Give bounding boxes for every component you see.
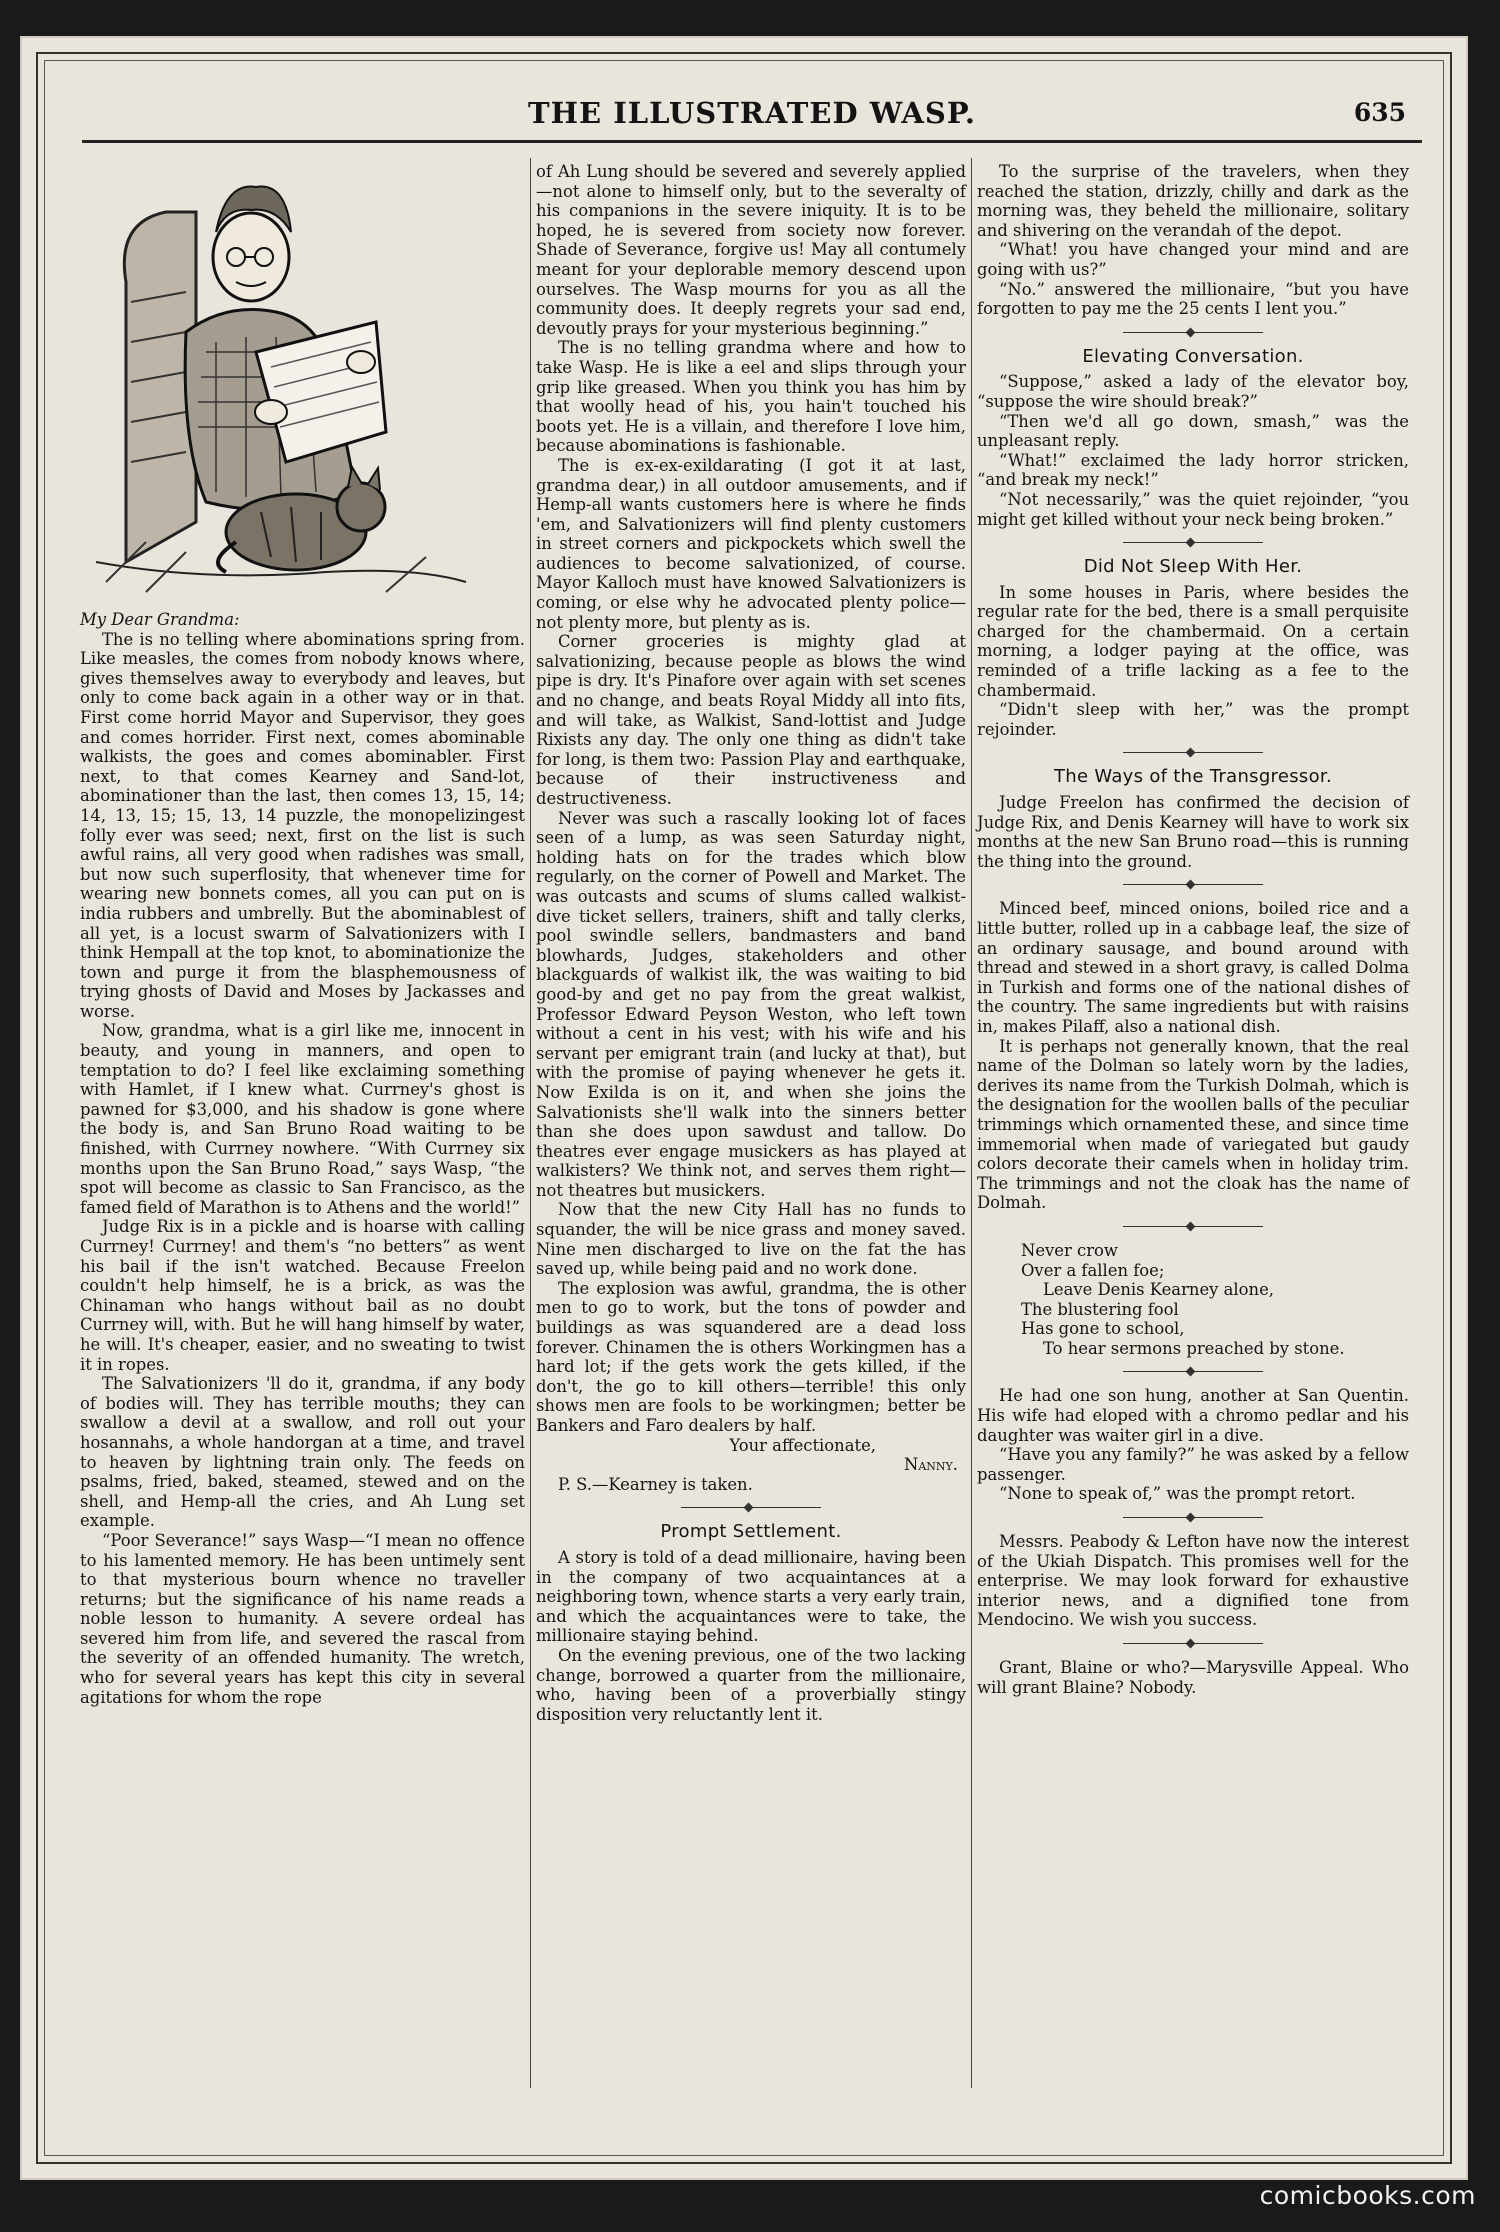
section-separator <box>1123 747 1263 759</box>
poem-line: Leave Denis Kearney alone, <box>1043 1280 1274 1300</box>
letter-paragraph: Judge Rix is in a pickle and is hoarse with calling Currney! Currney! and them's “no betters” as went his bail if the isn't watched. Because Freelon couldn't help himself, he is a brick, as was the Chinaman who hangs without bail as no doubt Currney will, with. But he will hang himself by water, he will. It's cheaper, easier, and no sweating to twist it in ropes. <box>80 1217 525 1374</box>
article-paragraph: To the surprise of the travelers, when they reached the station, drizzly, chilly and dark as the morning was, they beheld the millionaire, solitary and shivering on the verandah of the depot. <box>977 162 1409 240</box>
section-separator <box>1123 879 1263 891</box>
column-rule <box>971 158 972 2088</box>
article-paragraph: It is perhaps not generally known, that the real name of the Dolman so lately worn by the ladies, derives its name from the Turkish Dolmah, which is the designation for the woollen balls of the peculiar trimmings which ornamented these, and since time immemorial when made of variegated but gaudy colors decorate their camels when in holiday trim. The trimmings and not the cloak has the name of Dolmah. <box>977 1036 1409 1213</box>
letter-paragraph: The is no telling grandma where and how to take Wasp. He is like a eel and slips through your grip like greased. When you think you has him by that woolly head of his, you hain't touched his boots yet. He is a villain, and therefore I love him, because abominations is fashionable. <box>536 338 966 456</box>
article-paragraph: He had one son hung, another at San Quentin. His wife had eloped with a chromo pedlar and his daughter was waiter girl in a dive. <box>977 1386 1409 1445</box>
article-title: Did Not Sleep With Her. <box>1083 556 1303 578</box>
article-paragraph: Messrs. Peabody & Lefton have now the interest of the Ukiah Dispatch. This promises well for the enterprise. We may look forward for exhaustive interior news, and a dignified tone from Mendocino. We wish you success. <box>977 1532 1409 1630</box>
letter-paragraph: The is no telling where abominations spring from. Like measles, the comes from nobody knows where, gives themselves away to everybody and leaves, but only to come back again in a other way or in that. First come horrid Mayor and Supervisor, they goes and comes horrider. First next, comes abominable walkists, the goes and comes abominabler. First next, to that comes Kearney and Sand-lot, abominationer than the last, then comes 13, 15, 14; 14, 13, 15; 15, 13, 14 puzzle, the monopelizingest folly ever was seed; next, first on the list is such awful rains, all very good when radishes was small, but now such superflosity, that whenever time for wearing new bonnets comes, all you can put on is india rubbers and umbrelly. But the abominablest of all yet, is a locust swarm of Salvationizers with I think Hempall at the top knot, to abominationize the town and purge it from the blasphemousness of trying ghosts of David and Moses by Jackasses and worse. <box>80 629 525 1021</box>
article-title: Elevating Conversation. <box>1082 345 1304 367</box>
column-2 <box>536 162 966 1724</box>
poem-line: To hear sermons preached by stone. <box>1043 1338 1345 1358</box>
poem-line: Never crow <box>1021 1240 1118 1260</box>
letter-paragraph: Corner groceries is mighty glad at salvationizing, because people as blows the wind pipe is dry. It's Pinafore over again with set scenes and no change, and beats Royal Middy all into fits, and will take, as Walkist, Sand-lottist and Judge Rixists any day. The only one thing as didn't take for long, is them two: Passion Play and earthquake, because of their instructiveness and destructiveness. <box>536 632 966 808</box>
letter-paragraph: Now, grandma, what is a girl like me, innocent in beauty, and young in manners, and open to temptation to do? I feel like exclaiming something with Hamlet, if I knew what. Currney's ghost is pawned for $3,000, and his shadow is gone where the body is, and San Bruno Road waiting to be finished, with Currney nowhere. “With Currney six months upon the San Bruno Road,” says Wasp, “the spot will become as classic to San Francisco, as the famed field of Marathon is to Athens and the world!” <box>80 1021 525 1217</box>
article-paragraph: “What!” exclaimed the lady horror stricken, “and break my neck!” <box>977 450 1409 490</box>
article-title: Prompt Settlement. <box>660 1521 842 1543</box>
article-paragraph: “None to speak of,” was the prompt retort. <box>999 1484 1356 1504</box>
article-paragraph: A story is told of a dead millionaire, having been in the company of two acquaintances at a neighboring town, whence starts a very early train, and which the acquaintances were to take, the millionaire staying behind. <box>536 1547 966 1646</box>
article-paragraph: “Then we'd all go down, smash,” was the unpleasant reply. <box>977 411 1409 451</box>
column-1 <box>80 162 525 1707</box>
letter-signature: Nanny. <box>903 1455 958 1475</box>
article-paragraph: “Have you any family?” he was asked by a fellow passenger. <box>977 1445 1409 1484</box>
grandma-reading-illustration <box>86 162 476 602</box>
poem-line: Has gone to school, <box>1021 1319 1185 1339</box>
section-separator <box>1123 537 1263 549</box>
section-separator <box>1123 1366 1263 1378</box>
letter-paragraph: The Salvationizers 'll do it, grandma, if any body of bodies will. They has terrible mouths; they can swallow a devil at a swallow, and roll out your hosannahs, a whole handorgan at a time, and travel to heaven by lightning train only. The feeds on psalms, fried, baked, steamed, stewed and on the shell, and Hemp-all the cries, and Ah Lung set example. <box>80 1374 525 1531</box>
section-separator <box>681 1502 821 1514</box>
section-separator <box>1123 1638 1263 1650</box>
article-title: The Ways of the Transgressor. <box>1054 766 1332 788</box>
letter-paragraph: Now that the new City Hall has no funds to squander, the will be nice grass and money saved. Nine men discharged to live on the fat the has saved up, while being paid and no work done. <box>536 1200 966 1279</box>
article-paragraph: “Didn't sleep with her,” was the prompt rejoinder. <box>977 700 1409 739</box>
letter-paragraph: The explosion was awful, grandma, the is other men to go to work, but the tons of powder and buildings as was squandered are a dead loss forever. Chinamen the is others Workingmen has a hard lot; if the gets work the gets killed, if the don't, the go to kill others—terrible! this only shows men are fools to be workingmen; better be Bankers and Faro dealers by half. <box>536 1278 966 1435</box>
letter-paragraph: The is ex-ex-exildarating (I got it at last, grandma dear,) in all outdoor amusements, and if Hemp-all wants customers here is where he finds 'em, and Salvationizers will find plenty customers in street corners and pickpockets which swell the audiences to become salvationized, of course. Mayor Kalloch must have knowed Salvationizers is coming, or else why he advocated plenty police—not plenty more, but plenty as is. <box>536 455 966 632</box>
letter-paragraph: Never was such a rascally looking lot of faces seen of a lump, as was seen Saturday night, holding hats on for the trades which blow regularly, on the corner of Powell and Market. The was outcasts and scums of slums called walkist-dive ticket sellers, trainers, shift and tally clerks, pool swindle sellers, bandmasters and band blowhards, Judges, stakeholders and other blackguards of walkist ilk, the was waiting to bid good-by and get no pay from the great walkist, Professor Edward Peyson Weston, who left town without a cent in his vest; with his wife and his servant per emigrant train (and lucky at that), but with the promise of paying whenever he gets it. Now Exilda is on it, and when she joins the Salvationists she'll walk into the sinners better than she does upon sawdust and tallow. Do theatres ever engage musickers as has played at walkisters? We think not, and serves them right—not theatres but musickers. <box>536 808 966 1200</box>
section-separator <box>1123 327 1263 339</box>
article-paragraph: “What! you have changed your mind and are going with us?” <box>977 240 1409 279</box>
masthead-title: THE ILLUSTRATED WASP. <box>528 96 976 130</box>
column-3 <box>977 162 1409 1697</box>
letter-paragraph: of Ah Lung should be severed and severely applied—not alone to himself only, but to the severalty of his companions in the severe iniquity. It is to be hoped, he is severed from society now forever. Shade of Severance, forgive us! May all contumely meant for your deplorable memory descend upon ourselves. The Wasp mourns for you as all the community does. It deeply regrets your sad end, devoutly prays for your mysterious beginning.” <box>536 162 966 338</box>
article-paragraph: Grant, Blaine or who?—Marysville Appeal. Who will grant Blaine? Nobody. <box>977 1658 1409 1697</box>
section-separator <box>1123 1512 1263 1524</box>
letter-paragraph: “Poor Severance!” says Wasp—“I mean no offence to his lamented memory. He has been untimely sent to that mysterious bourn whence no traveller returns; but the significance of his name reads a noble lesson to humanity. A severe ordeal has severed him from life, and severed the rascal from the severity of an offended humanity. The wretch, who for several years has kept this city in several agitations for whom the rope <box>80 1530 525 1707</box>
article-paragraph: Minced beef, minced onions, boiled rice and a little butter, rolled up in a cabbage leaf, the size of an ordinary sausage, and bound around with thread and stewed in a short gravy, is called Dolma in Turkish and forms one of the national dishes of the country. The same ingredients but with raisins in, makes Pilaff, also a national dish. <box>977 899 1409 1036</box>
article-paragraph: “No.” answered the millionaire, “but you have forgotten to pay me the 25 cents I lent you.” <box>977 279 1409 319</box>
section-separator <box>1123 1221 1263 1233</box>
article-paragraph: “Not necessarily,” was the quiet rejoinder, “you might get killed without your neck being broken.” <box>977 489 1409 529</box>
page-number: 635 <box>1353 98 1406 127</box>
article-paragraph: In some houses in Paris, where besides the regular rate for the bed, there is a small perquisite charged for the chambermaid. On a certain morning, a lodger paying at the office, was reminded of a trifle lacking as a fee to the chambermaid. <box>977 582 1409 700</box>
article-paragraph: Judge Freelon has confirmed the decision of Judge Rix, and Denis Kearney will have to work six months at the new San Bruno road—this is running the thing into the ground. <box>977 793 1409 871</box>
newspaper-page <box>22 38 1466 2178</box>
article-paragraph: “Suppose,” asked a lady of the elevator boy, “suppose the wire should break?” <box>977 372 1409 411</box>
poem <box>1021 1241 1409 1359</box>
letter-postscript: P. S.—Kearney is taken. <box>558 1474 753 1494</box>
column-rule <box>530 158 531 2088</box>
letter-salutation: My Dear Grandma: <box>80 610 240 629</box>
poem-line: Over a fallen foe; <box>1021 1260 1165 1280</box>
watermark: comicbooks.com <box>1259 2181 1476 2210</box>
article-paragraph: On the evening previous, one of the two lacking change, borrowed a quarter from the millionaire, who, having been of a proverbially stingy disposition very reluctantly lent it. <box>536 1645 966 1724</box>
masthead <box>82 90 1422 143</box>
poem-line: The blustering fool <box>1021 1299 1179 1319</box>
letter-closing: Your affectionate, <box>729 1435 876 1455</box>
